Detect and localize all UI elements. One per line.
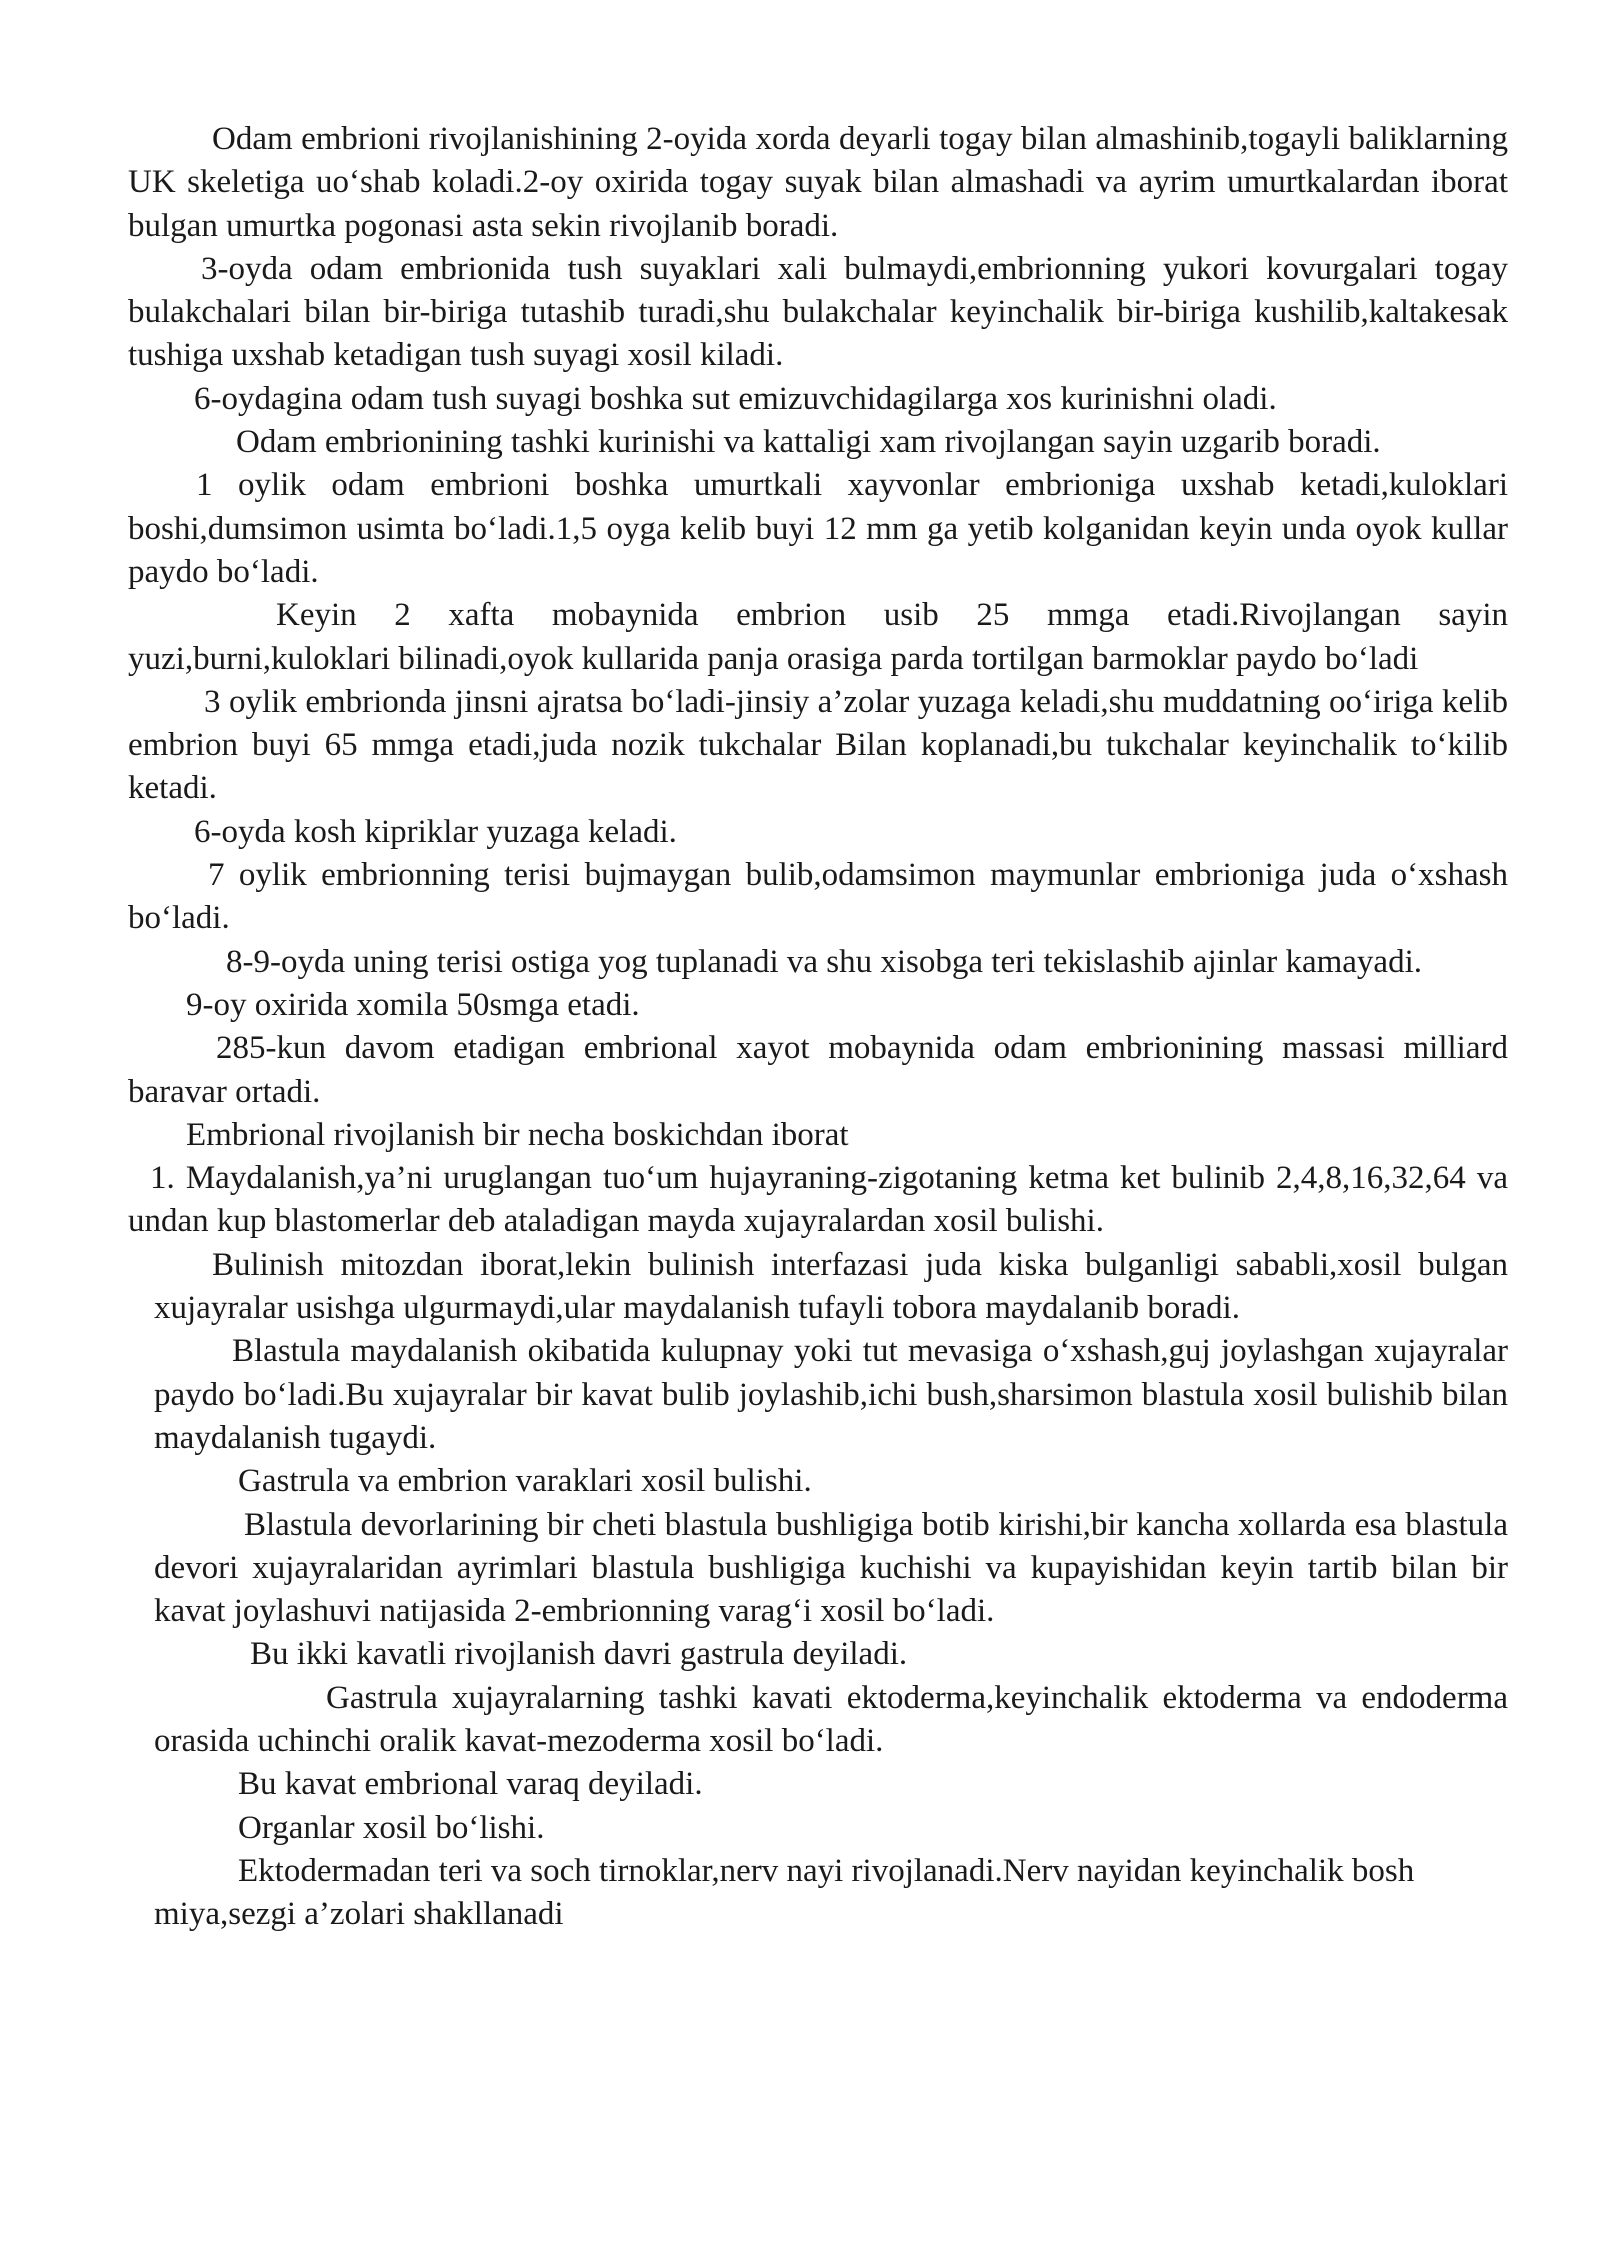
paragraph: Odam embrioni rivojlanishining 2-oyida xorda deyarli togay bilan almashinib,togayli baliklarning UK skeletiga uo‘shab koladi.2-oy oxirida togay suyak bilan almashadi va ayrim umurtkalardan iborat bulgan umurtka pogonasi asta sekin rivojlanib boradi. [128,121,1508,244]
sub-paragraph: Bu kavat embrional varaq deyiladi. [238,1766,703,1803]
document-body [128,118,1508,1936]
numbered-paragraph: 1. Maydalanish,ya’ni uruglangan tuo‘um hujayraning-zigotaning ketma ket bulinib 2,4,8,16,32,64 va undan kup blastomerlar deb ataladigan mayda xujayralardan xosil bulishi. [128,1160,1508,1240]
paragraph: 6-oydagina odam tush suyagi boshka sut emizuvchidagilarga xos kurinishni oladi. [194,380,1277,417]
paragraph: 1 oylik odam embrioni boshka umurtkali xayvonlar embrioniga uxshab ketadi,kuloklari boshi,dumsimon usimta bo‘ladi.1,5 oyga kelib buyi 12 mm ga yetib kolganidan keyin unda oyok kullar paydo bo‘ladi. [128,467,1508,590]
paragraph: Keyin 2 xafta mobaynida embrion usib 25 mmga etadi.Rivojlangan sayin yuzi,burni,kuloklari bilinadi,oyok kullarida panja orasiga parda tortilgan barmoklar paydo bo‘ladi [128,597,1508,677]
sub-paragraph: Bu ikki kavatli rivojlanish davri gastrula deyiladi. [250,1636,908,1673]
sub-paragraph: Gastrula xujayralarning tashki kavati ektoderma,keyinchalik ektoderma va endoderma orasida uchinchi oralik kavat-mezoderma xosil bo‘ladi. [154,1679,1508,1759]
sub-paragraph: Blastula maydalanish okibatida kulupnay yoki tut mevasiga o‘xshash,guj joylashgan xujayralar paydo bo‘ladi.Bu xujayralar bir kavat bulib joylashib,ichi bush,sharsimon blastula xosil bulishib bilan maydalanish tugaydi. [154,1333,1508,1456]
paragraph: 3 oylik embrionda jinsni ajratsa bo‘ladi-jinsiy a’zolar yuzaga keladi,shu muddatning oo‘iriga kelib embrion buyi 65 mmga etadi,juda nozik tukchalar Bilan koplanadi,bu tukchalar keyinchalik to‘kilib ketadi. [128,683,1508,807]
paragraph: Odam embrionining tashki kurinishi va kattaligi xam rivojlangan sayin uzgarib boradi. [236,424,1381,461]
sub-paragraph: Ektodermadan teri va soch tirnoklar,nerv nayi rivojlanadi.Nerv nayidan keyinchalik bosh miya,sezgi a’zolari shakllanadi [154,1852,1415,1933]
paragraph: 3-oyda odam embrionida tush suyaklari xali bulmaydi,embrionning yukori kovurgalari togay bulakchalari bilan bir-biriga tutashib turadi,shu bulakchalar keyinchalik bir-biriga kushilib,kaltakesak tushiga uxshab ketadigan tush suyagi xosil kiladi. [128,250,1508,374]
sub-paragraph: Blastula devorlarining bir cheti blastula bushligiga botib kirishi,bir kancha xollarda esa blastula devori xujayralaridan ayrimlari blastula bushligiga kuchishi va kupayishidan keyin tartib bilan bir kavat joylashuvi natijasida 2-embrionning varag‘i xosil bo‘ladi. [154,1506,1508,1630]
paragraph: 6-oyda kosh kipriklar yuzaga keladi. [194,813,677,850]
paragraph: 7 oylik embrionning terisi bujmaygan bulib,odamsimon maymunlar embrioniga juda o‘xshash bo‘ladi. [128,857,1508,937]
paragraph: 285-kun davom etadigan embrional xayot mobaynida odam embrionining massasi milliard baravar ortadi. [128,1030,1508,1110]
sub-heading: Gastrula va embrion varaklari xosil bulishi. [238,1463,812,1500]
paragraph: 9-oy oxirida xomila 50smga etadi. [186,986,640,1023]
paragraph: Embrional rivojlanish bir necha boskichdan iborat [186,1116,849,1153]
sub-paragraph: Bulinish mitozdan iborat,lekin bulinish interfazasi juda kiska bulganligi sababli,xosil bulgan xujayralar usishga ulgurmaydi,ular maydalanish tufayli tobora maydalanib boradi. [154,1246,1508,1327]
paragraph: 8-9-oyda uning terisi ostiga yog tuplanadi va shu xisobga teri tekislashib ajinlar kamayadi. [226,943,1422,980]
sub-heading: Organlar xosil bo‘lishi. [238,1809,545,1846]
